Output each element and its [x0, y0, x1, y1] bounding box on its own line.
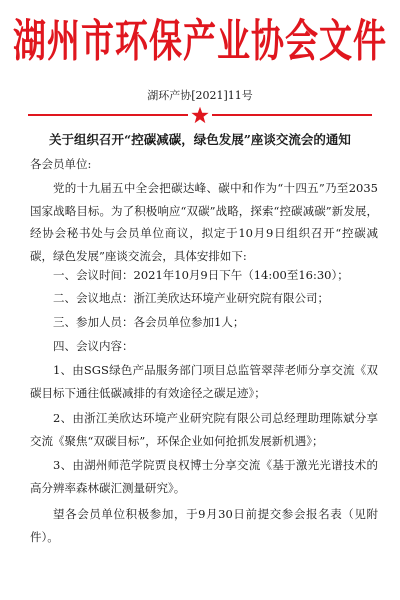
red-star-icon	[191, 106, 209, 124]
document-number: 湖环产协[2021]11号	[147, 89, 253, 102]
content-item-3: 3、由湖州师范学院贾良权博士分享交流《基于激光光谱技术的高分辨率森林碳汇测量研究》。	[30, 458, 378, 495]
content-item-1: 1、由SGS绿色产品服务部门项目总监管翠萍老师分享交流《双碳目标下通往低碳减排的有效途径之碳足迹》；	[30, 363, 378, 400]
red-divider	[28, 106, 372, 124]
intro-paragraph: 党的十九届五中全会把碳达峰、碳中和作为“十四五”乃至2035国家战略目标。为了积极响应“双碳”战略，探索“控碳减碳”新发展，经协会秘书处与会员单位商议，拟定于10月9日组织召开“控碳减碳，绿色发展”座谈交流会，具体安排如下:	[30, 181, 378, 263]
salutation: 各会员单位:	[30, 157, 92, 171]
content-item-2: 2、由浙江美欣达环境产业研究院有限公司总经理助理陈斌分享交流《聚焦“双碳目标”，环保企业如何抢抓发展新机遇》；	[30, 411, 378, 448]
divider-line-left	[28, 114, 188, 116]
org-masthead: 湖州市环保产业协会文件	[13, 14, 387, 67]
closing-paragraph: 望各会员单位积极参加，于9月30日前提交参会报名表（见附件）。	[30, 507, 378, 544]
divider-line-right	[212, 114, 372, 116]
notice-title: 关于组织召开“控碳减碳，绿色发展”座谈交流会的通知	[49, 132, 351, 147]
meeting-attendees: 三、参加人员：各会员单位参加1人；	[53, 315, 245, 329]
meeting-content-heading: 四、会议内容：	[53, 339, 134, 353]
meeting-time: 一、会议时间：2021年10月9日下午（14:00至16:30）；	[53, 268, 349, 282]
meeting-place: 二、会议地点：浙江美欣达环境产业研究院有限公司；	[53, 291, 329, 305]
